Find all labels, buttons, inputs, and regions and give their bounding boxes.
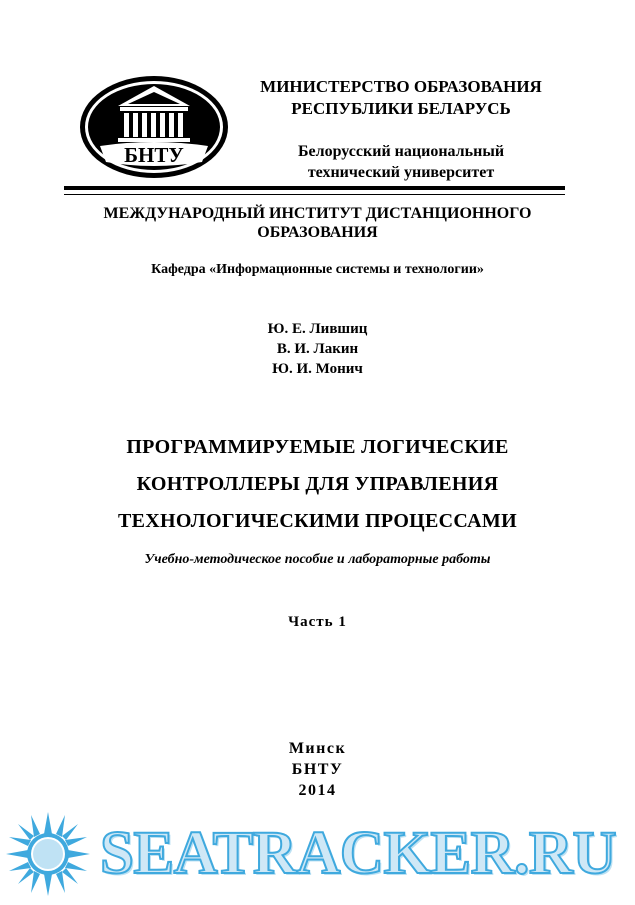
imprint bbox=[200, 738, 435, 801]
imprint-publisher: БНТУ bbox=[291, 761, 344, 778]
sun-icon bbox=[6, 812, 90, 896]
institute-name bbox=[40, 204, 595, 242]
institute-line-2: ОБРАЗОВАНИЯ bbox=[257, 224, 378, 241]
authors-list bbox=[160, 319, 475, 379]
university-name bbox=[232, 141, 570, 183]
author: Ю. И. Монич bbox=[272, 361, 363, 377]
title-line-2: КОНТРОЛЛЕРЫ ДЛЯ УПРАВЛЕНИЯ bbox=[136, 473, 499, 495]
title-line-3: ТЕХНОЛОГИЧЕСКИМИ ПРОЦЕССАМИ bbox=[118, 510, 517, 532]
watermark-text: SEATRACKER.RU bbox=[100, 820, 617, 887]
author: В. И. Лакин bbox=[276, 341, 359, 357]
book-title bbox=[30, 429, 605, 540]
university-line-1: Белорусский национальный bbox=[297, 143, 505, 160]
header-divider-thick bbox=[64, 186, 565, 190]
ministry-line-2: РЕСПУБЛИКИ БЕЛАРУСЬ bbox=[291, 99, 511, 118]
author: Ю. Е. Лившиц bbox=[267, 321, 368, 337]
imprint-city: Минск bbox=[288, 740, 347, 757]
part-number: Часть 1 bbox=[288, 614, 347, 630]
institute-line-1: МЕЖДУНАРОДНЫЙ ИНСТИТУТ ДИСТАНЦИОННОГО bbox=[103, 205, 532, 222]
ministry-line-1: МИНИСТЕРСТВО ОБРАЗОВАНИЯ bbox=[260, 77, 542, 96]
book-subtitle: Учебно-методическое пособие и лабораторные работы bbox=[144, 552, 491, 567]
header-divider-thin bbox=[64, 194, 565, 195]
logo-text: БНТУ bbox=[124, 143, 184, 167]
imprint-year: 2014 bbox=[298, 782, 337, 799]
ministry-name bbox=[232, 76, 570, 120]
department-name: Кафедра «Информационные системы и технологии» bbox=[151, 262, 484, 277]
university-line-2: технический университет bbox=[307, 164, 495, 181]
title-line-1: ПРОГРАММИРУЕМЫЕ ЛОГИЧЕСКИЕ bbox=[126, 436, 509, 458]
university-building-icon bbox=[78, 74, 230, 180]
